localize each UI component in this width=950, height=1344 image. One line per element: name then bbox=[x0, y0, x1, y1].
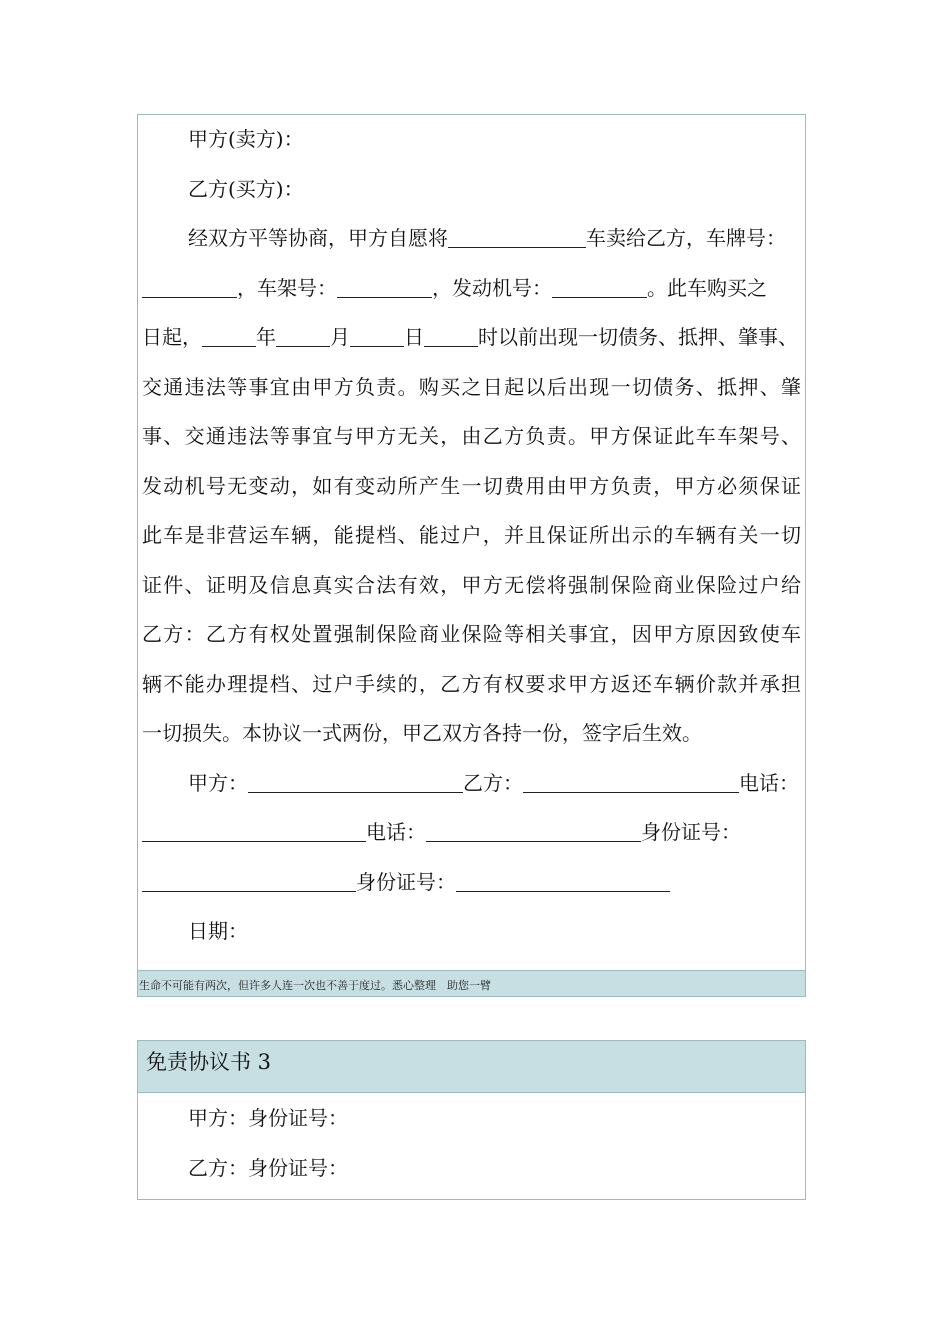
section-title: 免责协议书 3 bbox=[138, 1041, 805, 1093]
paragraph-line bbox=[142, 214, 801, 264]
paragraph-line: 发动机号无变动，如有变动所产生一切费用由甲方负责，甲方必须保证 bbox=[142, 473, 801, 498]
blank-party-b bbox=[523, 772, 739, 793]
paragraph-line bbox=[142, 264, 801, 314]
text-fragment: 电话： bbox=[366, 820, 426, 844]
signature-line bbox=[142, 808, 801, 858]
blank-phone-b bbox=[426, 821, 641, 842]
page-footer: 生命不可能有两次，但许多人连一次也不善于度过。悉心整理 助您一臂 bbox=[138, 970, 805, 996]
blank-vehicle bbox=[448, 227, 586, 248]
blank-engine bbox=[552, 277, 647, 298]
paragraph-line: 一切损失。本协议一式两份，甲乙双方各持一份，签字后生效。 bbox=[142, 721, 702, 745]
party-b-line: 乙方：身份证号： bbox=[188, 1156, 348, 1180]
signature-line bbox=[142, 858, 801, 908]
date-line: 日期： bbox=[188, 919, 248, 943]
text-fragment: ，发动机号： bbox=[432, 275, 552, 300]
text-fragment: 甲方： bbox=[188, 770, 248, 795]
text-fragment: 。此车购买之 bbox=[647, 275, 767, 300]
text-fragment: 月 bbox=[330, 325, 350, 349]
text-fragment: 身份证号： bbox=[641, 820, 741, 844]
paragraph-line: 交通违法等事宜由甲方负责。购买之日起以后出现一切债务、抵押、肇 bbox=[142, 374, 801, 399]
blank-month bbox=[276, 326, 330, 347]
paragraph-line: 辆不能办理提档、过户手续的，乙方有权要求甲方返还车辆价款并承担 bbox=[142, 671, 801, 696]
text-fragment: 时以前出现一切债务、抵押、肇事、 bbox=[478, 325, 798, 349]
blank-year bbox=[202, 326, 256, 347]
paragraph-line: 证件、证明及信息真实合法有效，甲方无偿将强制保险商业保险过户给 bbox=[142, 572, 801, 597]
text-fragment: 身份证号： bbox=[356, 869, 456, 894]
text-fragment: 电话： bbox=[739, 770, 799, 795]
text-fragment: 车卖给乙方，车牌号： bbox=[586, 226, 786, 250]
signature-line bbox=[142, 759, 801, 809]
text-fragment: ，车架号： bbox=[237, 275, 337, 300]
blank-day bbox=[350, 326, 404, 347]
text-fragment: 日起， bbox=[142, 325, 202, 349]
text-fragment: 年 bbox=[256, 325, 276, 349]
party-a-line: 甲方：身份证号： bbox=[188, 1106, 348, 1130]
buyer-line: 乙方(买方)： bbox=[188, 176, 304, 201]
paragraph-line: 此车是非营运车辆，能提档、能过户，并且保证所出示的车辆有关一切 bbox=[142, 523, 801, 547]
agreement-box bbox=[137, 114, 806, 997]
text-fragment: 经双方平等协商，甲方自愿将 bbox=[188, 226, 448, 250]
seller-line: 甲方(卖方)： bbox=[188, 127, 304, 151]
text-fragment: 乙方： bbox=[463, 770, 523, 795]
blank-hour bbox=[424, 326, 478, 347]
section-body bbox=[138, 1093, 805, 1193]
blank-party-a bbox=[248, 772, 463, 793]
blank-id-a bbox=[142, 871, 356, 892]
paragraph-line: 乙方：乙方有权处置强制保险商业保险等相关事宜，因甲方原因致使车 bbox=[142, 622, 801, 646]
text-fragment: 日 bbox=[404, 325, 424, 349]
section-box bbox=[137, 1040, 806, 1200]
agreement-body bbox=[138, 115, 805, 957]
paragraph-line bbox=[142, 313, 801, 363]
blank-id-b bbox=[456, 871, 670, 892]
blank-plate bbox=[142, 277, 237, 298]
paragraph-line: 事、交通违法等事宜与甲方无关，由乙方负责。甲方保证此车车架号、 bbox=[142, 424, 801, 448]
blank-phone-a bbox=[142, 821, 366, 842]
blank-frame bbox=[337, 277, 432, 298]
